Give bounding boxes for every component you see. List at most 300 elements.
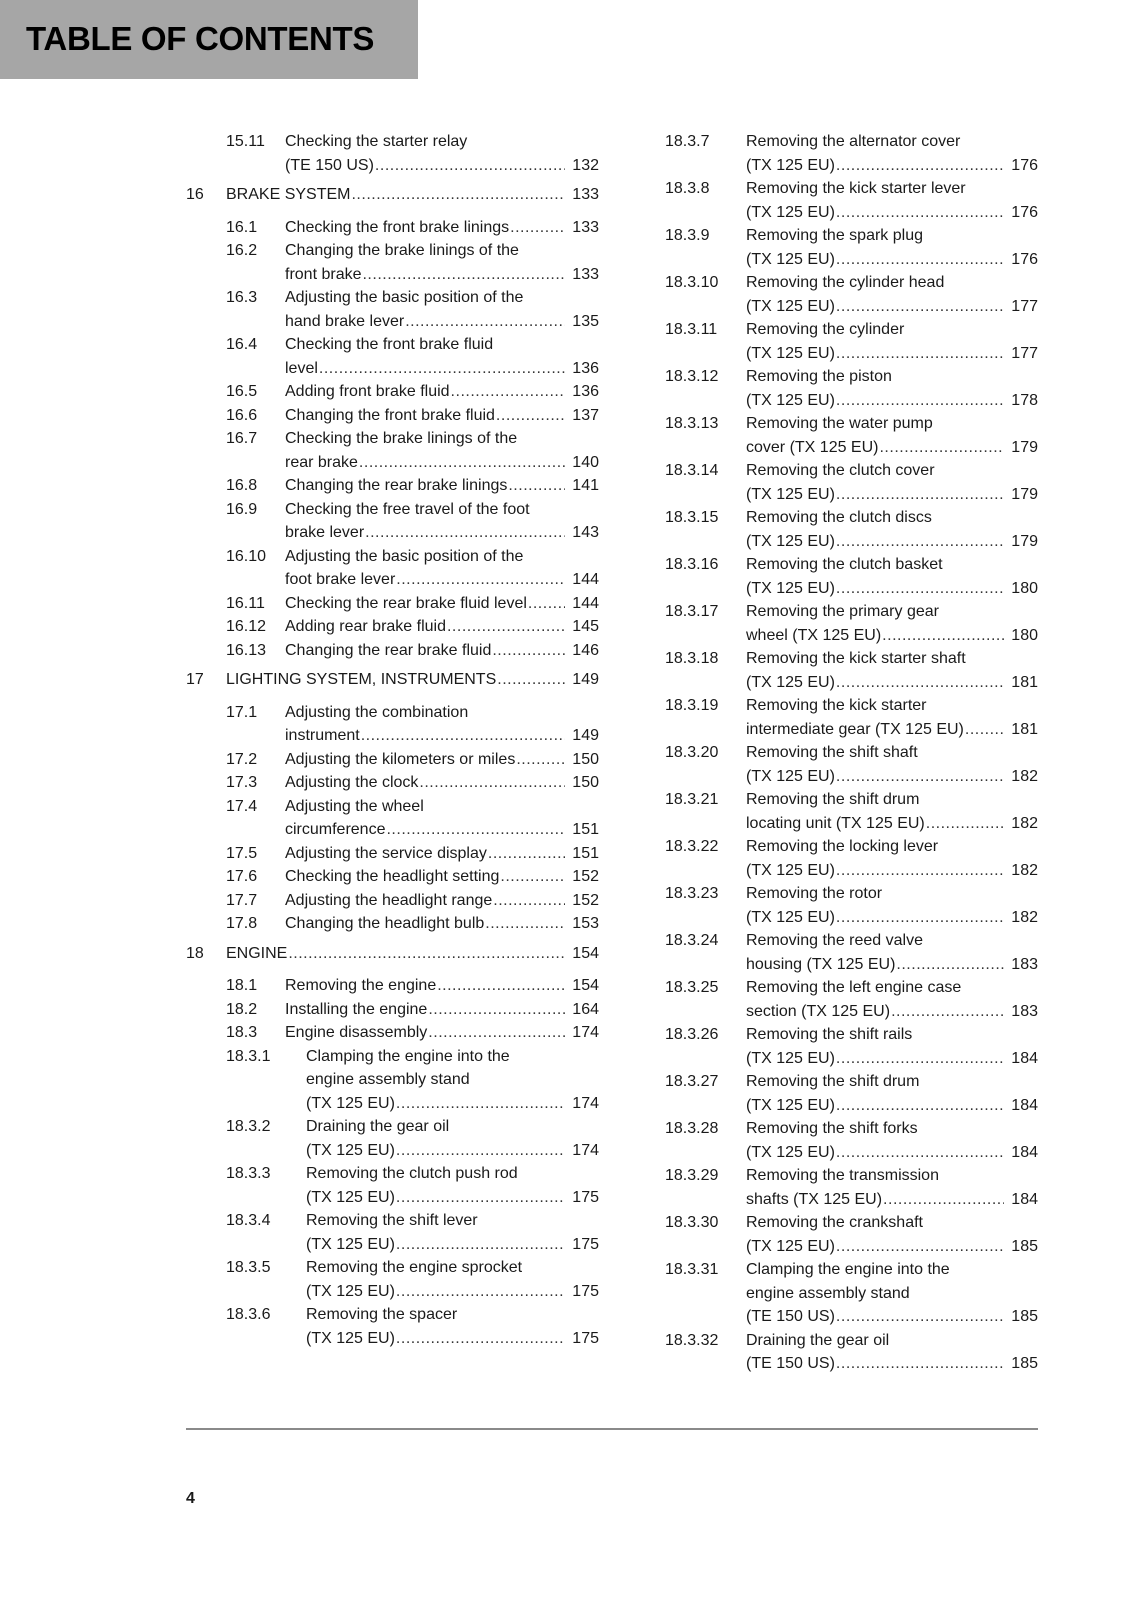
entry-title-line: Removing the locking lever [746,838,939,855]
page-ref: 176 [1011,250,1038,268]
entry-title-line: Removing the shift shaft [746,744,918,761]
entry-number: 18.3.7 [665,133,710,150]
entry-title-line: Changing the rear brake linings [285,477,508,494]
entry-last-line [285,380,599,404]
entry-last-line [285,974,599,998]
toc-entry[interactable] [186,1115,599,1162]
toc-entry[interactable] [665,976,1038,1023]
entry-last-line [285,748,599,772]
entry-last-line [285,216,599,240]
dot-leader [396,1139,565,1163]
entry-last-line [285,404,599,428]
entry-title-line: engine assembly stand [306,1071,470,1088]
entry-last-line [746,154,1038,178]
entry-body [285,380,599,404]
dot-leader [428,1021,565,1045]
page-ref: 154 [572,977,599,994]
page-ref: 174 [572,1024,599,1041]
entry-number: 18.3.14 [665,462,719,479]
page-ref: 164 [572,1000,599,1018]
toc-entry[interactable] [665,224,1038,271]
toc-entry[interactable] [186,130,599,177]
page-ref: 175 [572,1282,599,1300]
toc-entry[interactable] [665,1023,1038,1070]
entry-last-line [285,568,599,592]
page-ref: 151 [572,844,599,862]
dot-leader [896,953,1004,977]
entry-number: 18.3.22 [665,838,719,855]
header-band [0,0,418,79]
entry-number: 16.1 [226,218,258,236]
entry-title-line: Removing the piston [746,368,892,385]
toc-entry[interactable] [665,318,1038,365]
entry-title-line: (TX 125 EU) [306,1094,395,1112]
toc-entry[interactable] [186,380,599,404]
toc-entry[interactable] [665,647,1038,694]
dot-leader [496,404,565,428]
toc-entry[interactable] [186,998,599,1022]
entry-title-line: (TX 125 EU) [306,1141,395,1159]
entry-body [746,882,1038,929]
page-ref: 175 [572,1235,599,1253]
entry-body [285,842,599,866]
entry-body [285,615,599,639]
page-ref: 184 [1011,1190,1038,1208]
entry-title-line: (TX 125 EU) [746,485,835,503]
entry-last-line [285,889,599,913]
entry-body [285,286,599,333]
entry-number: 15.11 [226,133,265,150]
page-ref: 182 [1011,861,1038,879]
entry-number: 18.3.8 [665,180,710,197]
dot-leader [836,577,1004,601]
entry-body [285,474,599,498]
page-ref: 149 [572,727,599,744]
toc-entry[interactable] [186,748,599,772]
entry-body [285,639,599,663]
dot-leader [926,812,1004,836]
entry-last-line [306,1327,599,1351]
entry-body [746,1117,1038,1164]
entry-title-line: (TE 150 US) [746,1308,835,1325]
entry-title-line: Removing the clutch basket [746,556,943,573]
toc-chapter[interactable] [186,942,599,966]
entry-title-line: Removing the kick starter [746,697,927,714]
toc-entry[interactable] [186,216,599,240]
dot-leader [891,1000,1004,1024]
dot-leader [437,974,565,998]
page-ref: 153 [572,915,599,932]
dot-leader [288,942,565,966]
toc-right-column [665,130,1038,1376]
entry-number: 18.3.27 [665,1073,719,1090]
entry-body [746,788,1038,835]
chapter-title-line [226,183,599,207]
entry-body [306,1256,599,1303]
page-ref: 174 [572,1094,599,1112]
dot-leader [396,1186,565,1210]
toc-entry[interactable] [186,795,599,842]
entry-body [285,333,599,380]
toc-entry[interactable] [665,929,1038,976]
entry-last-line [285,263,599,287]
entry-body [285,795,599,842]
dot-leader [361,724,565,748]
entry-number: 18.3.4 [226,1212,271,1229]
entry-body [746,365,1038,412]
entry-title-line: Removing the shift drum [746,791,920,808]
entry-number: 18.3.2 [226,1118,271,1135]
entry-title-line: Removing the reed valve [746,932,923,949]
entry-number: 18.3.9 [665,227,710,244]
entry-number: 16.12 [226,618,267,635]
toc-entry[interactable] [665,788,1038,835]
entry-last-line [746,295,1038,319]
toc-entry[interactable] [665,553,1038,600]
toc-entry[interactable] [186,912,599,936]
entry-number: 18.3.19 [665,697,719,714]
page-ref: 174 [572,1141,599,1159]
page-ref: 181 [1011,673,1038,691]
toc-entry[interactable] [665,271,1038,318]
toc-left-column [186,130,599,1350]
toc-entry[interactable] [186,545,599,592]
dot-leader [836,859,1004,883]
entry-body [746,1211,1038,1258]
toc-entry[interactable] [665,506,1038,553]
entry-number: 18.3.21 [665,791,719,808]
toc-entry[interactable] [665,694,1038,741]
page-ref: 179 [1011,438,1038,456]
toc-entry[interactable] [665,600,1038,647]
toc-entry[interactable] [665,741,1038,788]
entry-title-line: (TX 125 EU) [746,250,835,268]
entry-title-line: (TX 125 EU) [746,391,835,409]
entry-number: 17.1 [226,703,258,721]
entry-title-line: (TX 125 EU) [306,1282,395,1300]
dot-leader [419,771,565,795]
entry-number: 18.3.11 [665,321,718,338]
entry-title-line: Removing the rotor [746,885,883,902]
entry-body [285,998,599,1022]
entry-title-line: section (TX 125 EU) [746,1002,891,1020]
entry-last-line [746,953,1038,977]
toc-entry[interactable] [186,615,599,639]
toc-entry[interactable] [186,1045,599,1116]
entry-body [746,600,1038,647]
entry-number: 17.8 [226,915,258,932]
entry-last-line [285,154,599,178]
dot-leader [836,530,1004,554]
entry-last-line [746,1094,1038,1118]
toc-entry[interactable] [186,404,599,428]
page-ref: 149 [572,671,599,688]
dot-leader [528,592,565,616]
entry-title-line: (TX 125 EU) [746,1237,835,1255]
entry-number: 16.11 [226,594,265,612]
dot-leader [836,483,1004,507]
dot-leader [882,624,1004,648]
toc-entry[interactable] [665,459,1038,506]
dot-leader [365,521,565,545]
entry-last-line [746,577,1038,601]
toc-entry[interactable] [665,365,1038,412]
entry-title-line: (TX 125 EU) [746,203,835,221]
toc-entry[interactable] [665,1329,1038,1376]
entry-number: 18.3.25 [665,979,719,996]
page-ref: 154 [572,944,599,962]
entry-title-line: (TX 125 EU) [746,532,835,550]
dot-leader [836,765,1004,789]
entry-title-line: (TX 125 EU) [306,1235,395,1253]
entry-number: 16.3 [226,289,258,306]
toc-entry[interactable] [186,1021,599,1045]
entry-body [746,1023,1038,1070]
entry-title-line: Checking the starter relay [285,133,468,150]
toc-entry[interactable] [665,1117,1038,1164]
toc-entry[interactable] [186,865,599,889]
entry-body [746,224,1038,271]
entry-last-line [285,724,599,748]
entry-number: 16.8 [226,477,258,494]
dot-leader [836,1305,1004,1329]
entry-title-line: Removing the cylinder [746,321,905,338]
page-ref: 181 [1011,720,1038,738]
entry-title-line: housing (TX 125 EU) [746,955,896,973]
entry-number: 16.9 [226,500,258,518]
chapter-title-line [226,942,599,966]
entry-last-line [285,818,599,842]
entry-body [746,130,1038,177]
entry-last-line [746,1047,1038,1071]
dot-leader [836,201,1004,225]
entry-last-line [746,765,1038,789]
toc-entry[interactable] [186,639,599,663]
toc-chapter[interactable] [186,183,599,207]
entry-body [746,741,1038,788]
toc-entry[interactable] [665,1258,1038,1329]
toc-entry[interactable] [186,1209,599,1256]
dot-leader [883,1188,1004,1212]
entry-title-line: rear brake [285,453,358,471]
page-ref: 133 [572,265,599,283]
toc-entry[interactable] [186,771,599,795]
toc-entry[interactable] [186,1256,599,1303]
toc-entry[interactable] [665,177,1038,224]
entry-number: 18.3.17 [665,603,719,620]
entry-last-line [746,1188,1038,1212]
toc-entry[interactable] [186,427,599,474]
toc-entry[interactable] [186,333,599,380]
entry-title-line: Removing the kick starter lever [746,180,966,197]
entry-body [746,976,1038,1023]
entry-number: 16.4 [226,336,258,353]
entry-number: 16.2 [226,242,258,259]
entry-title-line: foot brake lever [285,571,396,588]
entry-number: 18.3.5 [226,1259,271,1276]
entry-last-line [746,389,1038,413]
toc-entry[interactable] [665,882,1038,929]
entry-body [306,1209,599,1256]
entry-number: 18.3.15 [665,509,719,526]
page-ref: 152 [572,891,599,909]
entry-number: 18.3.3 [226,1165,271,1182]
entry-number: 17.2 [226,750,258,768]
toc-entry[interactable] [186,1162,599,1209]
entry-body [285,889,599,913]
page-ref: 178 [1011,391,1038,409]
page-ref: 179 [1011,485,1038,503]
entry-title-line: (TX 125 EU) [746,297,835,315]
page-ref: 184 [1011,1143,1038,1161]
entry-last-line [746,906,1038,930]
entry-last-line [746,718,1038,742]
entry-last-line [285,865,599,889]
entry-body [746,1329,1038,1376]
page-ref: 183 [1011,955,1038,973]
entry-last-line [285,592,599,616]
entry-number: 16.5 [226,383,258,400]
entry-title-line: Removing the spark plug [746,227,923,244]
toc-entry[interactable] [665,1070,1038,1117]
dot-leader [836,295,1004,319]
page-ref: 176 [1011,203,1038,221]
toc-entry[interactable] [186,889,599,913]
entry-body [285,1021,599,1045]
toc-entry[interactable] [186,842,599,866]
entry-title-line: Adjusting the clock [285,774,419,791]
entry-body [285,974,599,998]
page-ref: 133 [572,218,599,236]
dot-leader [493,889,565,913]
entry-title-line: (TX 125 EU) [306,1188,395,1206]
footer-divider [186,1428,1038,1430]
entry-body [285,216,599,240]
entry-title-line: (TX 125 EU) [746,1143,835,1161]
entry-title-line: Adjusting the kilometers or miles [285,750,516,768]
toc-entry[interactable] [186,239,599,286]
entry-last-line [306,1233,599,1257]
page-ref: 152 [572,868,599,885]
page-ref: 136 [572,383,599,400]
toc-entry[interactable] [186,974,599,998]
toc-entry[interactable] [665,1164,1038,1211]
entry-last-line [746,201,1038,225]
dot-leader [836,1235,1004,1259]
dot-leader [386,818,565,842]
entry-number: 17.3 [226,774,258,791]
toc-entry[interactable] [186,286,599,333]
dot-leader [396,1092,565,1116]
entry-title-line: (TX 125 EU) [746,767,835,785]
toc-entry[interactable] [665,1211,1038,1258]
entry-title-line: Removing the shift lever [306,1212,478,1229]
entry-last-line [746,1141,1038,1165]
entry-body [746,929,1038,976]
page-title: TABLE OF CONTENTS [26,20,375,57]
toc-entry[interactable] [665,412,1038,459]
entry-title-line: Clamping the engine into the [306,1047,510,1065]
entry-title-line: Changing the front brake fluid [285,406,495,424]
entry-body [746,647,1038,694]
entry-number: 18.3.28 [665,1120,719,1137]
chapter-number: 18 [186,944,204,962]
entry-title-line: (TX 125 EU) [746,861,835,879]
entry-body [285,404,599,428]
entry-last-line [285,310,599,334]
entry-title-line: Adding front brake fluid [285,383,450,400]
entry-title-line: Removing the shift forks [746,1120,918,1137]
toc-entry[interactable] [186,498,599,545]
entry-last-line [746,1352,1038,1376]
entry-title-line: (TX 125 EU) [746,1096,835,1114]
entry-title-line: Adjusting the headlight range [285,891,493,909]
entry-number: 18.3.30 [665,1214,719,1231]
dot-leader [836,1047,1004,1071]
entry-title-line: Adjusting the combination [285,703,469,721]
toc-entry[interactable] [665,130,1038,177]
chapter-number: 17 [186,671,204,688]
entry-body [285,771,599,795]
entry-title-line: Removing the water pump [746,415,933,432]
entry-last-line [746,248,1038,272]
toc-entry[interactable] [665,835,1038,882]
entry-title-line: locating unit (TX 125 EU) [746,814,925,832]
page-ref: 184 [1011,1049,1038,1067]
page-ref: 133 [572,186,599,203]
entry-number: 18.3.6 [226,1306,271,1323]
entry-body [285,239,599,286]
toc-entry[interactable] [186,701,599,748]
entry-number: 18.3.12 [665,368,719,385]
toc-chapter[interactable] [186,668,599,692]
entry-last-line [285,451,599,475]
entry-number: 16.6 [226,406,258,424]
page-ref: 177 [1011,344,1038,362]
entry-number: 18.3.29 [665,1167,719,1184]
entry-number: 17.4 [226,797,258,815]
entry-title-line: Changing the rear brake fluid [285,641,492,659]
entry-title-line: Changing the headlight bulb [285,915,485,932]
entry-body [285,130,599,177]
page-ref: 185 [1011,1237,1038,1255]
entry-title-line: shafts (TX 125 EU) [746,1190,883,1208]
page-number: 4 [186,1490,195,1507]
entry-title-line: Removing the left engine case [746,979,962,996]
dot-leader [485,912,565,936]
entry-number: 18.3.20 [665,744,719,761]
page-ref: 146 [572,641,599,659]
toc-entry[interactable] [186,1303,599,1350]
dot-leader [492,639,565,663]
entry-last-line [746,530,1038,554]
dot-leader [428,998,565,1022]
entry-number: 18.3.18 [665,650,719,667]
entry-number: 18.3.24 [665,932,719,949]
entry-last-line [746,436,1038,460]
entry-title-line: (TX 125 EU) [746,156,835,174]
page-ref: 141 [572,477,599,494]
entry-last-line [285,1021,599,1045]
entry-number: 18.3.16 [665,556,719,573]
toc-entry[interactable] [186,592,599,616]
entry-last-line [306,1280,599,1304]
chapter-title: ENGINE [226,944,288,962]
entry-title-line: Removing the engine [285,977,437,994]
dot-leader [396,1280,565,1304]
toc-entry[interactable] [186,474,599,498]
entry-title-line: Adjusting the wheel [285,797,424,815]
